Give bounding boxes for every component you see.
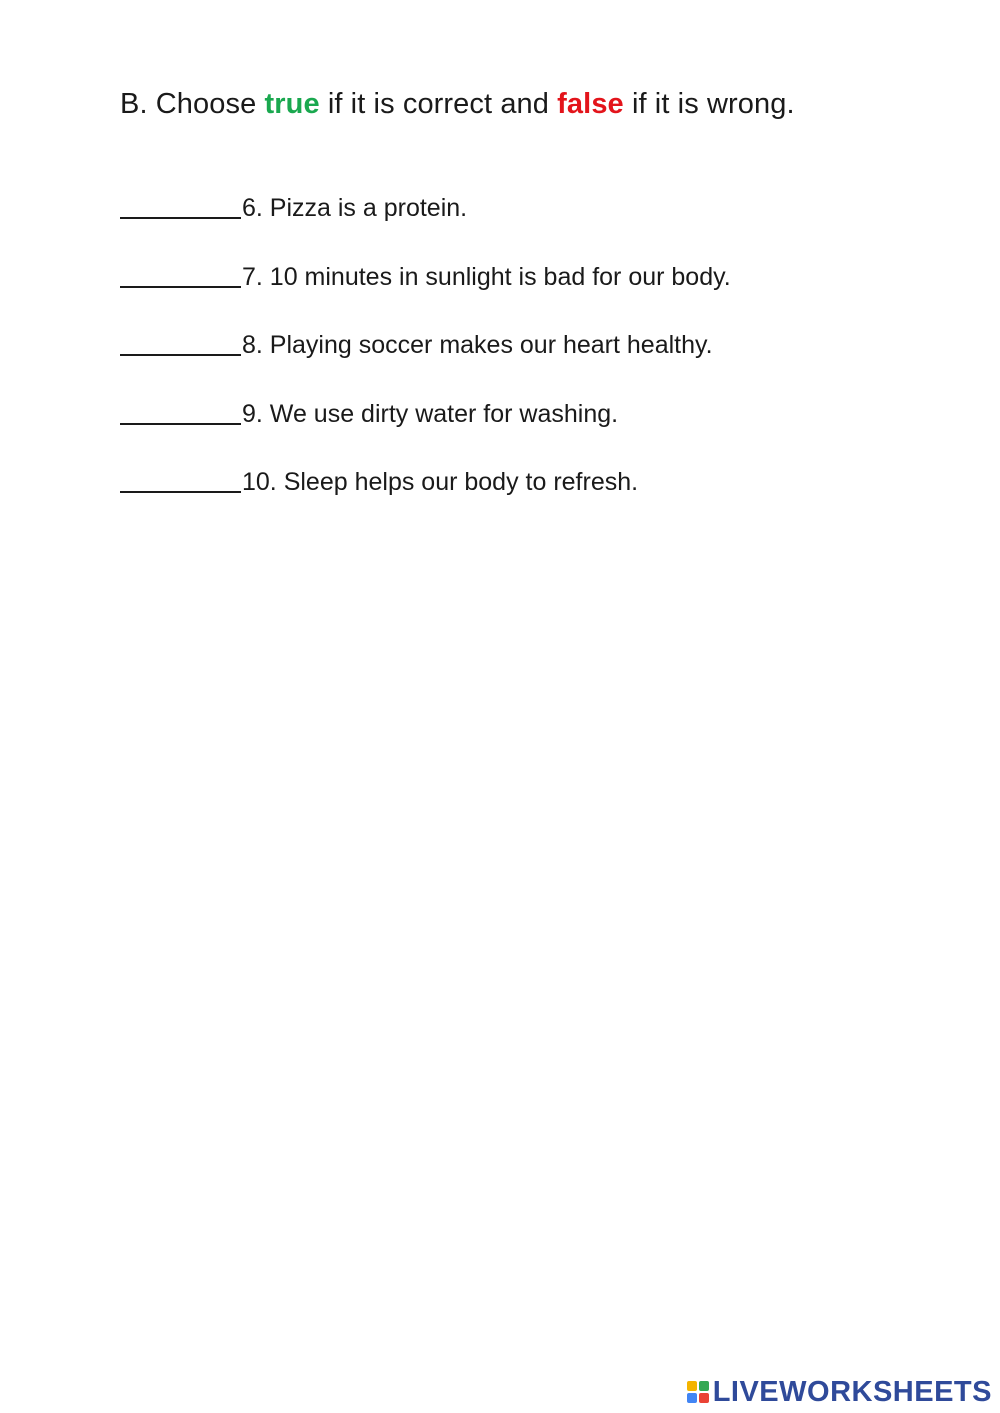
question-list: [120, 190, 731, 533]
answer-blank-7[interactable]: [120, 262, 241, 288]
question-text: 6. Pizza is a protein.: [242, 194, 468, 222]
logo-square-green: [699, 1381, 709, 1391]
question-text: 7. 10 minutes in sunlight is bad for our body.: [242, 262, 731, 291]
keyword-false: false: [557, 88, 624, 120]
instruction-heading: [120, 84, 795, 124]
question-item: [120, 259, 731, 295]
keyword-true: true: [264, 88, 320, 120]
liveworksheets-logo-icon: [687, 1381, 709, 1403]
question-text: 9. We use dirty water for washing.: [242, 399, 619, 428]
logo-text: LIVEWORKSHEETS: [712, 1376, 992, 1408]
answer-blank-10[interactable]: [120, 467, 241, 493]
liveworksheets-logo: [687, 1375, 992, 1409]
instruction-middle: if it is correct and: [319, 88, 558, 120]
logo-square-red: [699, 1393, 709, 1403]
question-item: [120, 190, 731, 226]
answer-blank-6[interactable]: [120, 193, 241, 219]
logo-square-blue: [687, 1393, 697, 1403]
answer-blank-9[interactable]: [120, 399, 241, 425]
instruction-suffix: if it is wrong.: [623, 88, 795, 120]
question-text: 10. Sleep helps our body to refresh.: [242, 468, 639, 496]
instruction-prefix: B. Choose: [120, 88, 265, 120]
question-item: [120, 464, 731, 500]
question-text: 8. Playing soccer makes our heart healthy.: [242, 331, 713, 359]
question-item: [120, 327, 731, 363]
logo-square-yellow: [687, 1381, 697, 1391]
answer-blank-8[interactable]: [120, 330, 241, 356]
question-item: [120, 396, 731, 432]
